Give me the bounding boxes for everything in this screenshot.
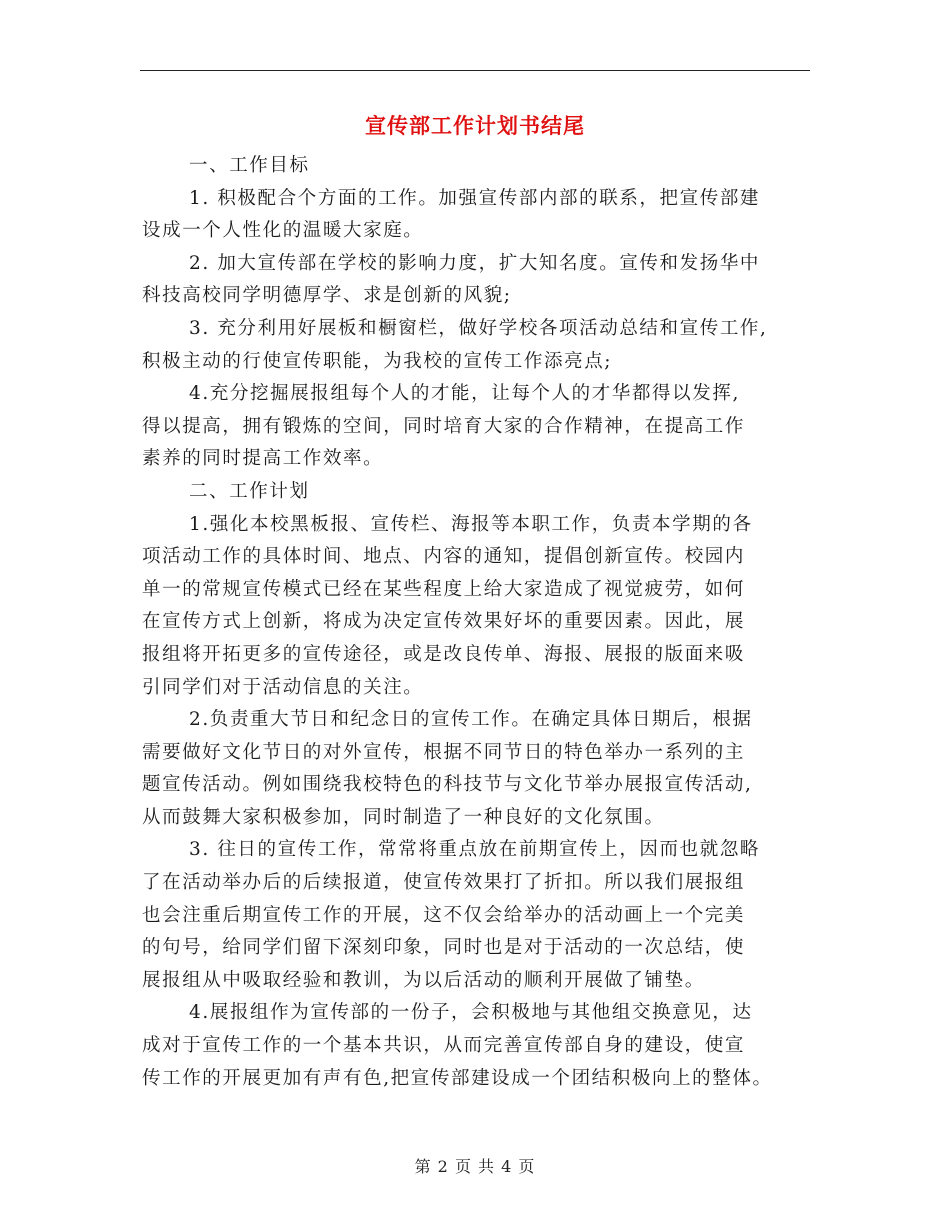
body-line: 了在活动举办后的后续报道，使宣传效果打了折扣。所以我们展报组 (142, 872, 746, 894)
body-line: 素养的同时提高工作效率。 (142, 448, 384, 470)
body-line: 一、工作目标 (189, 155, 310, 176)
body-line: 2. 加大宣传部在学校的影响力度，扩大知名度。宣传和发扬华中 (189, 252, 761, 274)
body-line: 3. 往日的宣传工作，常常将重点放在前期宣传上，因而也就忽略 (189, 839, 761, 861)
body-line: 二、工作计划 (189, 480, 310, 502)
page-footer: 第 2 页 共 4 页 (414, 1157, 536, 1176)
document-title: 宣传部工作计划书结尾 (365, 113, 585, 138)
body-line: 项活动工作的具体时间、地点、内容的通知，提倡创新宣传。校园内 (142, 546, 746, 568)
body-line: 得以提高，拥有锻炼的空间，同时培育大家的合作精神，在提高工作 (142, 415, 746, 437)
body-line: 科技高校同学明德厚学、求是创新的风貌; (142, 285, 512, 307)
body-line: 2.负责重大节日和纪念日的宣传工作。在确定具体日期后，根据 (189, 709, 753, 731)
body-line: 1. 积极配合个方面的工作。加强宣传部内部的联系，把宣传部建 (189, 187, 761, 209)
body-line: 3. 充分利用好展板和橱窗栏，做好学校各项活动总结和宣传工作, (189, 317, 768, 339)
body-line: 题宣传活动。例如围绕我校特色的科技节与文化节举办展报宣传活动, (142, 774, 753, 796)
body-line: 也会注重后期宣传工作的开展，这不仅会给举办的活动画上一个完美 (142, 904, 746, 926)
body-line: 设成一个人性化的温暖大家庭。 (142, 220, 424, 242)
body-line: 传工作的开展更加有声有色,把宣传部建设成一个团结积极向上的整体。 (142, 1067, 773, 1089)
body-line: 4.展报组作为宣传部的一份子，会积极地与其他组交换意见，达 (189, 1002, 753, 1024)
header-rule (140, 70, 810, 71)
document-body (142, 150, 812, 1095)
body-line: 在宣传方式上创新，将成为决定宣传效果好坏的重要因素。因此，展 (142, 611, 746, 633)
body-line: 积极主动的行使宣传职能，为我校的宣传工作添亮点; (142, 350, 613, 372)
body-line: 报组将开拓更多的宣传途径，或是改良传单、海报、展报的版面来吸 (142, 643, 746, 665)
body-line: 1.强化本校黑板报、宣传栏、海报等本职工作，负责本学期的各 (189, 513, 753, 535)
body-line: 成对于宣传工作的一个基本共识，从而完善宣传部自身的建设，使宣 (142, 1035, 746, 1057)
body-line: 引同学们对于活动信息的关注。 (142, 676, 424, 698)
body-line: 展报组从中吸取经验和教训，为以后活动的顺利开展做了铺垫。 (142, 969, 705, 991)
body-line: 需要做好文化节日的对外宣传，根据不同节日的特色举办一系列的主 (142, 741, 746, 763)
body-line: 从而鼓舞大家积极参加，同时制造了一种良好的文化氛围。 (142, 806, 665, 828)
body-line: 单一的常规宣传模式已经在某些程度上给大家造成了视觉疲劳，如何 (142, 578, 746, 600)
body-line: 4.充分挖掘展报组每个人的才能，让每个人的才华都得以发挥, (189, 383, 740, 405)
body-line: 的句号，给同学们留下深刻印象，同时也是对于活动的一次总结，使 (142, 937, 746, 959)
